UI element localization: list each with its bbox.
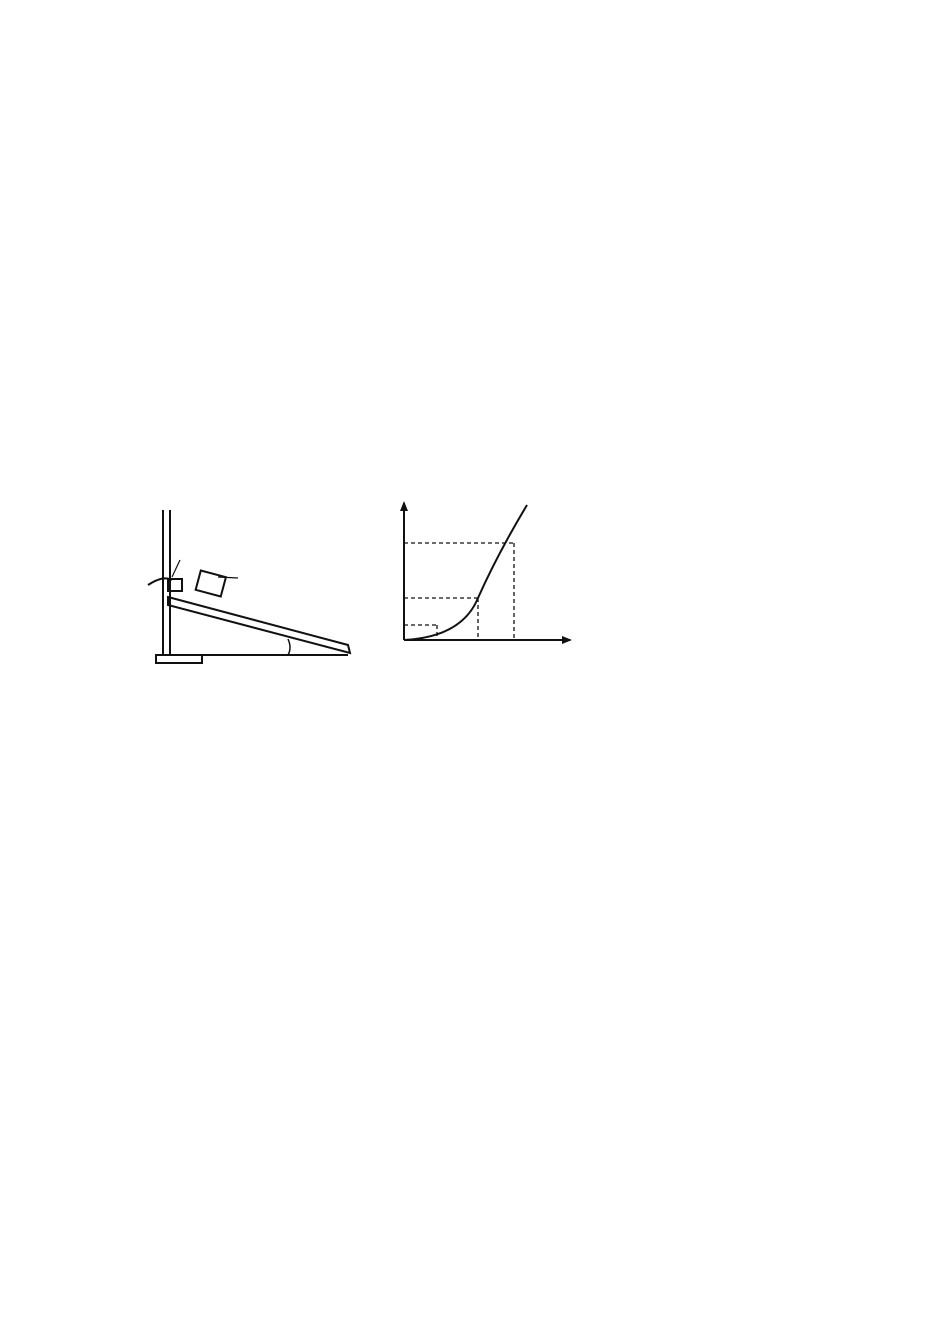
rulers-figure [80,930,760,1090]
q5-options [88,396,788,420]
apparatus-figure [88,505,358,685]
xt-graph [372,495,582,685]
block-icon [196,570,226,596]
parabola-curve [404,505,527,640]
speedometer-figure [85,185,505,365]
